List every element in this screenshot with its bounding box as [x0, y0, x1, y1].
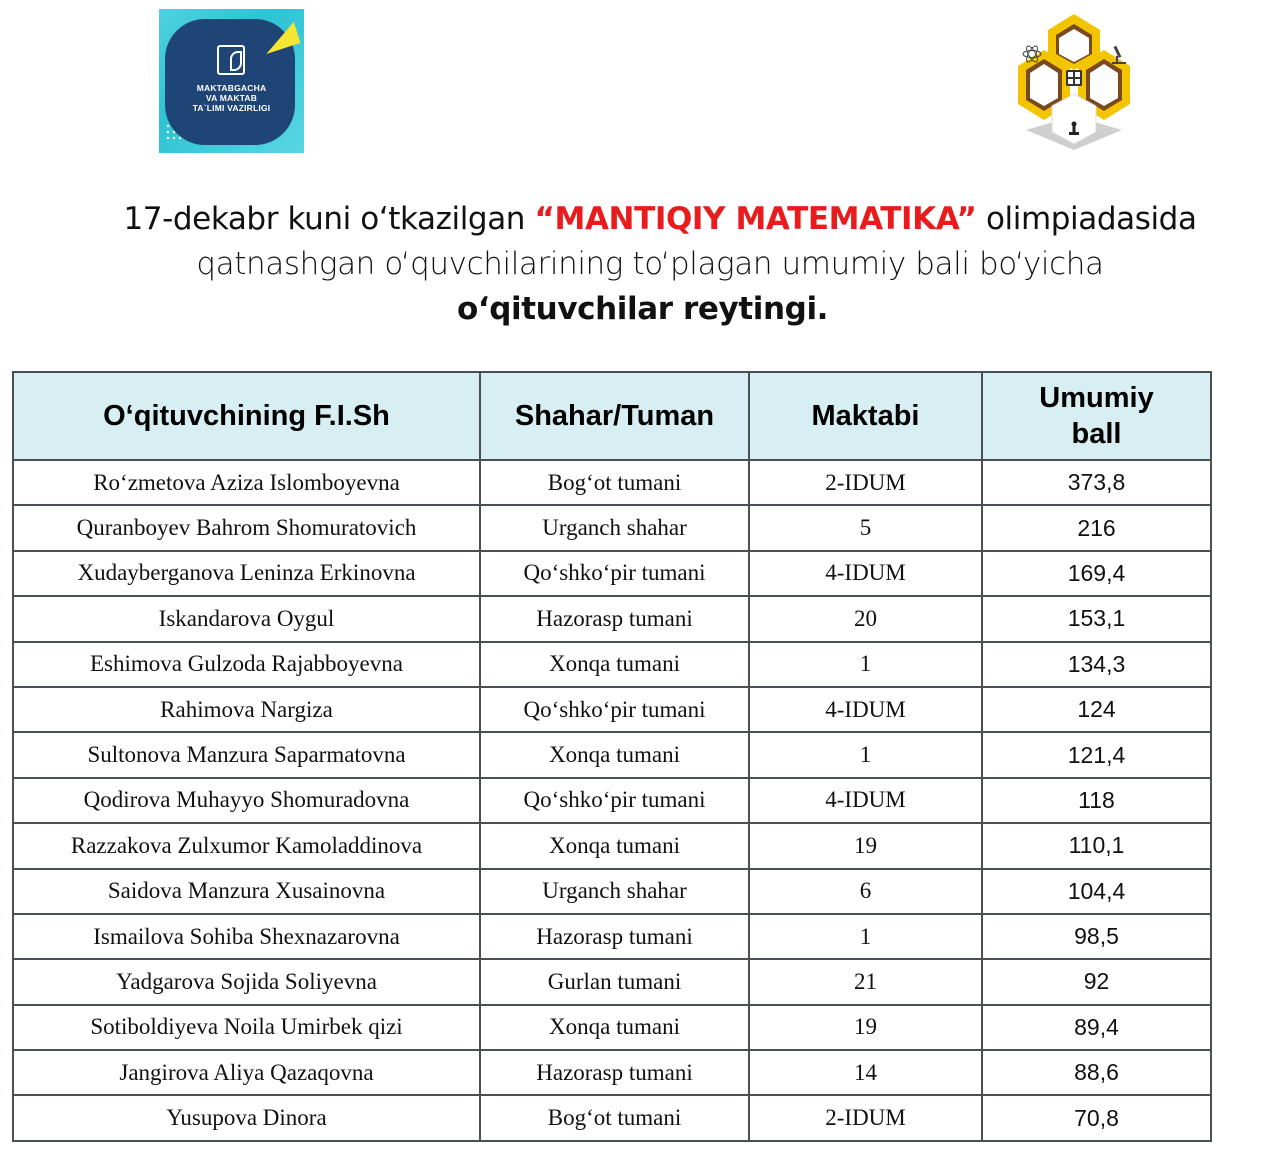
- score-cell: 98,5: [982, 914, 1211, 959]
- school-cell: 5: [749, 505, 982, 550]
- district-cell: Qo‘shko‘pir tumani: [480, 778, 749, 823]
- district-cell: Xonqa tumani: [480, 732, 749, 777]
- teacher-name-cell: Iskandarova Oygul: [13, 596, 480, 641]
- teacher-name-cell: Sultonova Manzura Saparmatovna: [13, 732, 480, 777]
- teacher-name-cell: Yusupova Dinora: [13, 1095, 480, 1140]
- district-cell: Bog‘ot tumani: [480, 1095, 749, 1140]
- score-cell: 110,1: [982, 823, 1211, 868]
- table-row: [13, 778, 1211, 823]
- table-row: [13, 1095, 1211, 1140]
- school-cell: 1: [749, 732, 982, 777]
- book-leaf-icon: [217, 45, 245, 75]
- table-row: [13, 642, 1211, 687]
- table-row: [13, 914, 1211, 959]
- score-cell: 92: [982, 959, 1211, 1004]
- district-cell: Xonqa tumani: [480, 1005, 749, 1050]
- school-cell: 19: [749, 1005, 982, 1050]
- column-header-name: O‘qituvchining F.I.Sh: [13, 372, 480, 460]
- teacher-name-cell: Qodirova Muhayyo Shomuradovna: [13, 778, 480, 823]
- score-cell: 89,4: [982, 1005, 1211, 1050]
- district-cell: Hazorasp tumani: [480, 914, 749, 959]
- table-row: [13, 460, 1211, 505]
- table-row: [13, 1005, 1211, 1050]
- table-row: [13, 732, 1211, 777]
- table-row: [13, 687, 1211, 732]
- teacher-name-cell: Sotiboldiyeva Noila Umirbek qizi: [13, 1005, 480, 1050]
- page-title: [0, 197, 1280, 332]
- school-cell: 2-IDUM: [749, 460, 982, 505]
- table-row: [13, 505, 1211, 550]
- olympiad-name: “MANTIQIY MATEMATIKA”: [534, 201, 977, 237]
- teacher-name-cell: Quranboyev Bahrom Shomuratovich: [13, 505, 480, 550]
- school-cell: 6: [749, 869, 982, 914]
- score-cell: 373,8: [982, 460, 1211, 505]
- teacher-rating-table: [12, 371, 1212, 1142]
- teacher-name-cell: Razzakova Zulxumor Kamoladdinova: [13, 823, 480, 868]
- column-header-school: Maktabi: [749, 372, 982, 460]
- title-line-1: [0, 197, 1280, 242]
- score-cell: 124: [982, 687, 1211, 732]
- score-cell: 70,8: [982, 1095, 1211, 1140]
- table-row: [13, 959, 1211, 1004]
- ministry-logo: [159, 9, 304, 153]
- title-prefix: 17-dekabr kuni o‘tkazilgan: [123, 201, 535, 237]
- score-cell: 118: [982, 778, 1211, 823]
- logo-line: TA`LIMI VAZIRLIGI: [192, 103, 271, 113]
- score-cell: 216: [982, 505, 1211, 550]
- district-cell: Xonqa tumani: [480, 642, 749, 687]
- district-cell: Hazorasp tumani: [480, 1050, 749, 1095]
- score-cell: 169,4: [982, 551, 1211, 596]
- school-cell: 4-IDUM: [749, 551, 982, 596]
- olympiad-logo: [1012, 8, 1136, 150]
- calculator-icon: [1066, 70, 1082, 86]
- district-cell: Gurlan tumani: [480, 959, 749, 1004]
- school-cell: 19: [749, 823, 982, 868]
- district-cell: Qo‘shko‘pir tumani: [480, 551, 749, 596]
- school-cell: 21: [749, 959, 982, 1004]
- teacher-name-cell: Saidova Manzura Xusainovna: [13, 869, 480, 914]
- title-line-3: o‘qituvchilar reytingi.: [456, 291, 829, 327]
- school-cell: 2-IDUM: [749, 1095, 982, 1140]
- score-cell: 104,4: [982, 869, 1211, 914]
- teacher-name-cell: Ro‘zmetova Aziza Islomboyevna: [13, 460, 480, 505]
- column-header-total-score: Umumiy ball: [982, 372, 1211, 460]
- table-row: [13, 551, 1211, 596]
- logo-line: VA MAKTAB: [205, 93, 258, 103]
- score-cell: 121,4: [982, 732, 1211, 777]
- table-row: [13, 596, 1211, 641]
- score-cell: 134,3: [982, 642, 1211, 687]
- logo-line: MAKTABGACHA: [196, 83, 267, 93]
- table-header-row: [13, 372, 1211, 460]
- table-row: [13, 823, 1211, 868]
- school-cell: 1: [749, 914, 982, 959]
- ministry-logo-text: [159, 83, 304, 113]
- school-cell: 4-IDUM: [749, 687, 982, 732]
- school-cell: 20: [749, 596, 982, 641]
- table-row: [13, 869, 1211, 914]
- school-cell: 4-IDUM: [749, 778, 982, 823]
- district-cell: Bog‘ot tumani: [480, 460, 749, 505]
- district-cell: Urganch shahar: [480, 505, 749, 550]
- score-cell: 88,6: [982, 1050, 1211, 1095]
- district-cell: Xonqa tumani: [480, 823, 749, 868]
- school-cell: 1: [749, 642, 982, 687]
- district-cell: Hazorasp tumani: [480, 596, 749, 641]
- title-suffix: olimpiadasida: [976, 201, 1197, 237]
- teacher-name-cell: Rahimova Nargiza: [13, 687, 480, 732]
- teacher-name-cell: Eshimova Gulzoda Rajabboyevna: [13, 642, 480, 687]
- column-header-district: Shahar/Tuman: [480, 372, 749, 460]
- score-cell: 153,1: [982, 596, 1211, 641]
- teacher-name-cell: Xudayberganova Leninza Erkinovna: [13, 551, 480, 596]
- table-row: [13, 1050, 1211, 1095]
- title-line-2: qatnashgan o‘quvchilarining to‘plagan umumiy bali bo‘yicha: [196, 246, 1104, 282]
- teacher-name-cell: Yadgarova Sojida Soliyevna: [13, 959, 480, 1004]
- district-cell: Qo‘shko‘pir tumani: [480, 687, 749, 732]
- school-cell: 14: [749, 1050, 982, 1095]
- teacher-name-cell: Jangirova Aliya Qazaqovna: [13, 1050, 480, 1095]
- teacher-name-cell: Ismailova Sohiba Shexnazarovna: [13, 914, 480, 959]
- district-cell: Urganch shahar: [480, 869, 749, 914]
